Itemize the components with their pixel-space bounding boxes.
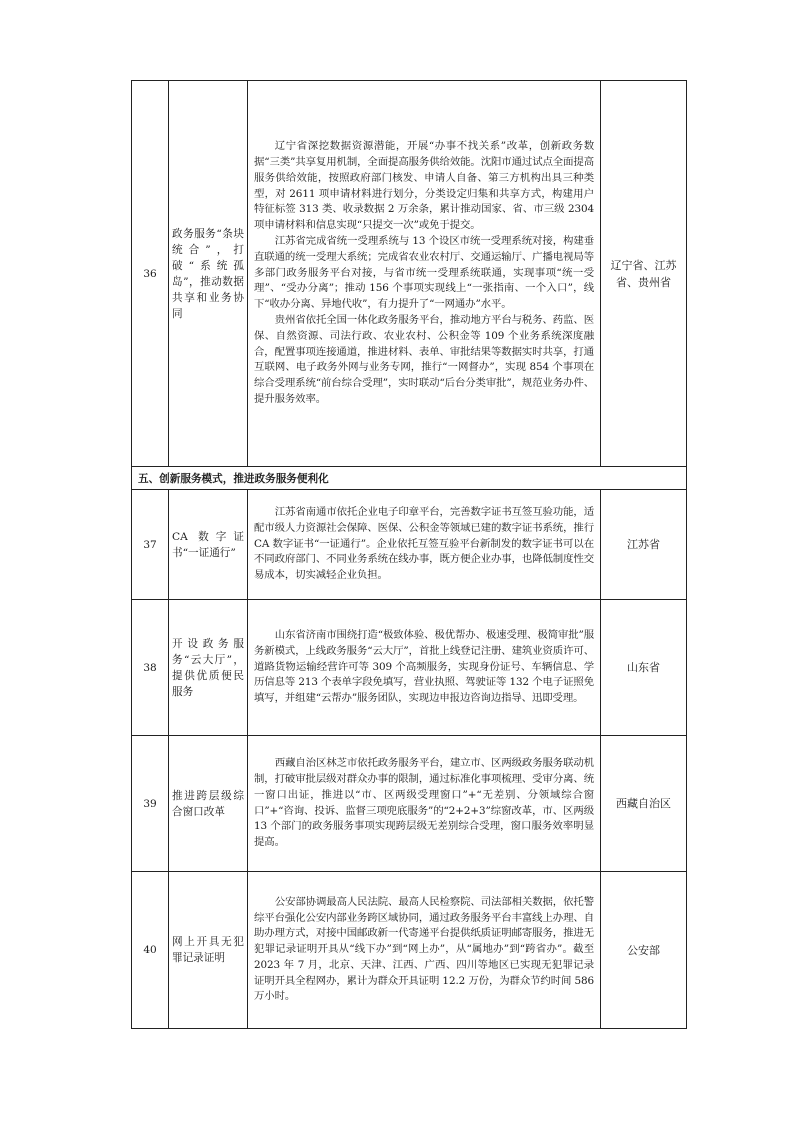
table-row [132,872,687,1029]
content-paragraph: 西藏自治区林芝市依托政务服务平台，建立市、区两级政务服务联动机制，打破审批层级对群众办事的限制，通过标准化事项梳理、受审分离、统一窗口出证，推进以“市、区两级受理窗口”+“无差别、分领域综合窗口”+“咨询、投诉、监督三项兜底服务”的“2+2+3”综窗改革，市、区两级 13 个部门的政务服务事项实现跨层级无差别综合受理，窗口服务效率明显提高。 [254,757,594,849]
table-row [132,600,687,736]
row-item: 推进跨层级综合窗口改革 [169,736,248,872]
row-content [248,736,601,872]
row-region: 江苏省 [601,490,687,600]
table-body-section [132,467,687,490]
row-region: 山东省 [601,600,687,736]
row-number: 38 [132,600,169,736]
row-content [248,81,601,467]
content-paragraph: 贵州省依托全国一体化政务服务平台，推动地方平台与税务、药监、医保、自然资源、司法行政、农业农村、公积金等 109 个业务系统深度融合，配置事项连接通道，推进材料、表单、审批结果等数据实时共享，打通互联网、电子政务外网与业务专网，推行“一网督办”，实现 854 个事项在综合受理系统“前台综合受理”，实时联动“后台分类审批”，规范业务办件、提升服务效率。 [254,313,594,405]
row-item: 政务服务“条块统合”，打破“系统孤岛”，推动数据共享和业务协同 [169,81,248,467]
content-paragraph: 辽宁省深挖数据资源潜能，开展“办事不找关系”改革，创新政务数据“三类”共享复用机制，全面提高服务供给效能。沈阳市通过试点全面提高服务供给效能，按照政府部门核发、申请人自备、第三方机构出具三种类型，对 2611 项申请材料进行划分，分类设定归集和共享方式，构建用户特征标签 313 类、收录数据 2 万余条，累计推动国家、省、市三级 2304 项申请材料和信息实现“只提交一次”或免于提交。 [254,140,594,232]
section-title: 五、创新服务模式，推进政务服务便利化 [132,467,687,490]
policy-table [131,80,687,1029]
row-content [248,872,601,1029]
row-region: 公安部 [601,872,687,1029]
row-content [248,490,601,600]
content-paragraph: 公安部协调最高人民法院、最高人民检察院、司法部相关数据，依托警综平台强化公安内部业务跨区域协同，通过政务服务平台丰富线上办理、自助办理方式，对接中国邮政新一代寄递平台提供纸质证明邮寄服务，推进无犯罪记录证明开具从“线下办”到“网上办”，从“属地办”到“跨省办”。截至 2023 年 7 月，北京、天津、江西、广西、四川等地区已实现无犯罪记录证明开具全程网办，累计为群众开具证明 12.2 万份，为群众节约时间 586 万小时。 [254,895,595,1003]
row-item: CA 数字证书“一证通行” [169,490,248,600]
table-row [132,81,687,467]
row-number: 36 [132,81,169,467]
row-content [248,600,601,736]
row-number: 37 [132,490,169,600]
content-paragraph: 江苏省完成省统一受理系统与 13 个设区市统一受理系统对接，构建垂直联通的统一受理大系统；完成省农业农村厅、交通运输厅、广播电视局等多部门政务服务平台对接，与省市统一受理系统联通，实现事项“统一受理”、“受办分离”；推动 156 个事项实现线上“一张指南、一个入口”，线下“收办分离、异地代收”，有力提升了“一网通办”水平。 [254,235,594,311]
row-region: 西藏自治区 [601,736,687,872]
content-paragraph: 山东省济南市围绕打造“极致体验、极优帮办、极速受理、极简审批”服务新模式，上线政务服务“云大厅”，首批上线登记注册、建筑业资质许可、道路货物运输经营许可等 309 个高频服务，实现身份证号、车辆信息、学历信息等 213 个表单字段免填写，营业执照、驾驶证等 132 个电子证照免填写，并组建“云帮办”服务团队，实现边申报边咨询边指导、迅即受理。 [254,629,595,705]
row-region: 辽宁省、江苏省、贵州省 [601,81,687,467]
table-body-a [132,81,687,467]
content-paragraph: 江苏省南通市依托企业电子印章平台，完善数字证书互签互验功能，适配市级人力资源社会保障、医保、公积金等领域已建的数字证书系统，推行 CA 数字证书“一证通行”。企业依托互签互验平台新制发的数字证书可以在不同政府部门、不同业务系统在线办事，既方便企业办事，也降低制度性交易成本，切实减轻企业负担。 [254,506,594,582]
table-row [132,736,687,872]
section-header-row [132,467,687,490]
table-body-b [132,490,687,1029]
row-item: 网上开具无犯罪记录证明 [169,872,248,1029]
row-item: 开设政务服务“云大厅”，提供优质便民服务 [169,600,248,736]
table-row [132,490,687,600]
row-number: 40 [132,872,169,1029]
row-number: 39 [132,736,169,872]
